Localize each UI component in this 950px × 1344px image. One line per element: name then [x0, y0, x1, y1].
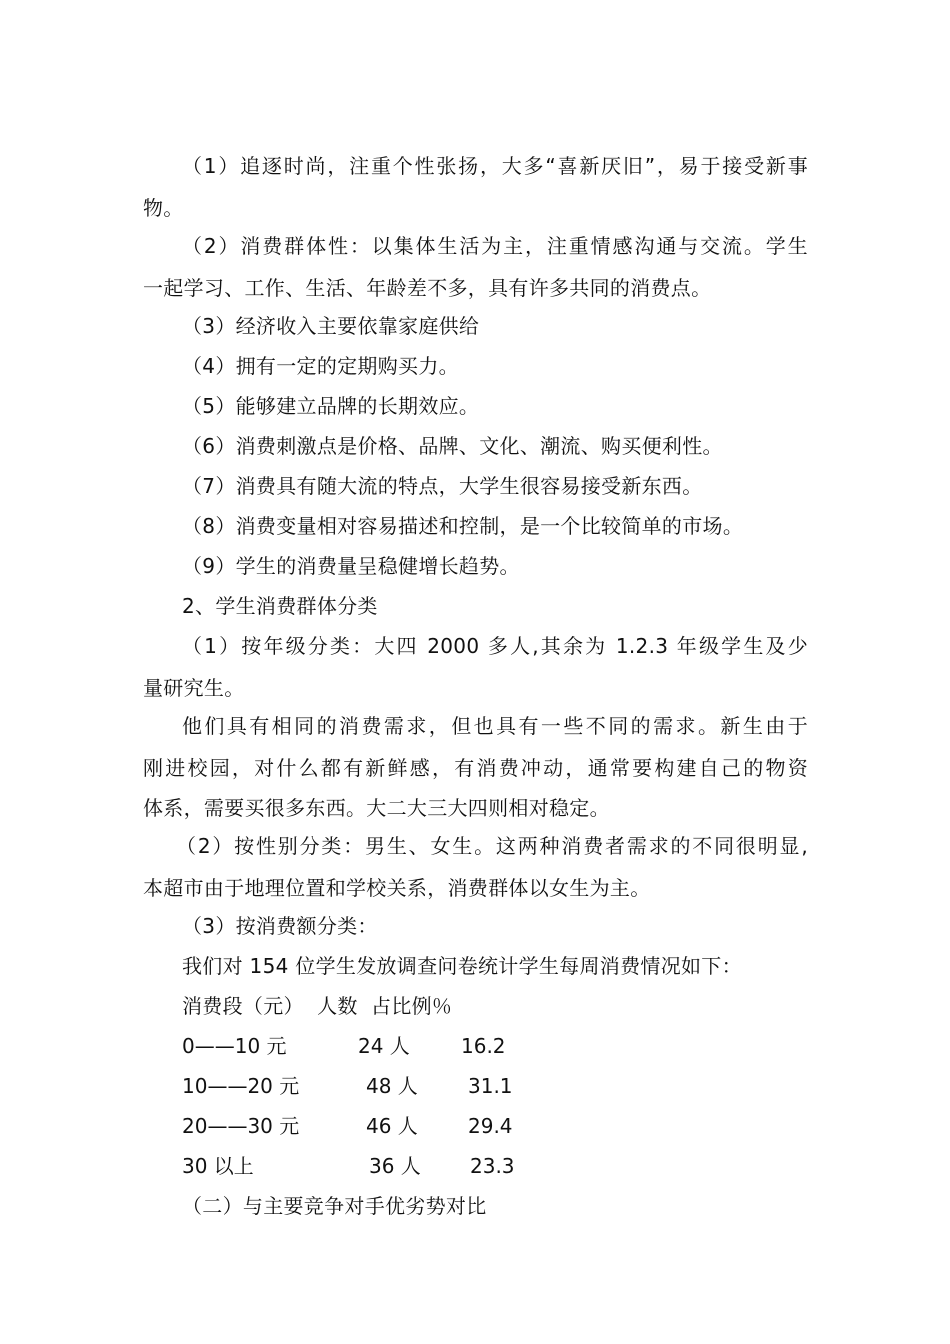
- item-6: （6）消费刺激点是价格、品牌、文化、潮流、购买便利性。: [182, 434, 723, 458]
- paragraph-line-2: 刚进校园，对什么都有新鲜感，有消费冲动，通常要构建自己的物资: [143, 756, 808, 780]
- grade-line-2: 量研究生。: [143, 676, 245, 700]
- paragraph-line-1: 他们具有相同的消费需求，但也具有一些不同的需求。新生由于: [182, 714, 808, 738]
- section-heading-2: 2、学生消费群体分类: [182, 594, 378, 618]
- pct-cell: 16.2: [461, 1034, 506, 1058]
- paragraph-line-3: 体系，需要买很多东西。大二大三大四则相对稳定。: [143, 796, 610, 820]
- gender-line-2: 本超市由于地理位置和学校关系，消费群体以女生为主。: [143, 876, 651, 900]
- item-7: （7）消费具有随大流的特点，大学生很容易接受新东西。: [182, 474, 703, 498]
- item-3: （3）经济收入主要依靠家庭供给: [182, 314, 480, 338]
- item-2-line-2: 一起学习、工作、生活、年龄差不多，具有许多共同的消费点。: [143, 276, 712, 300]
- pct-cell: 29.4: [468, 1114, 513, 1138]
- count-cell: 46 人: [366, 1114, 418, 1138]
- item-1-line-1: （1）追逐时尚，注重个性张扬，大多“喜新厌旧”，易于接受新事: [182, 154, 808, 178]
- range-cell: 20——30 元: [182, 1114, 300, 1138]
- item-1-line-2: 物。: [143, 196, 184, 220]
- pct-cell: 31.1: [468, 1074, 513, 1098]
- range-cell: 10——20 元: [182, 1074, 300, 1098]
- item-2-line-1: （2）消费群体性：以集体生活为主，注重情感沟通与交流。学生: [182, 234, 808, 258]
- range-cell: 0——10 元: [182, 1034, 287, 1058]
- count-cell: 36 人: [369, 1154, 421, 1178]
- gender-line-1: （2）按性别分类：男生、女生。这两种消费者需求的不同很明显,: [176, 834, 808, 858]
- range-cell: 30 以上: [182, 1154, 254, 1178]
- item-5: （5）能够建立品牌的长期效应。: [182, 394, 480, 418]
- count-cell: 24 人: [358, 1034, 410, 1058]
- item-9: （9）学生的消费量呈稳健增长趋势。: [182, 554, 520, 578]
- table-header: 消费段（元） 人数 占比例％: [182, 994, 453, 1018]
- item-4: （4）拥有一定的定期购买力。: [182, 354, 459, 378]
- pct-cell: 23.3: [470, 1154, 515, 1178]
- section-heading-two: （二）与主要竞争对手优劣势对比: [182, 1194, 487, 1218]
- grade-line-1: （1）按年级分类：大四 2000 多人,其余为 1.2.3 年级学生及少: [182, 634, 808, 658]
- item-8: （8）消费变量相对容易描述和控制，是一个比较简单的市场。: [182, 514, 744, 538]
- count-cell: 48 人: [366, 1074, 418, 1098]
- survey-intro: 我们对 154 位学生发放调查问卷统计学生每周消费情况如下：: [182, 954, 742, 978]
- amount-heading: （3）按消费额分类：: [182, 914, 378, 938]
